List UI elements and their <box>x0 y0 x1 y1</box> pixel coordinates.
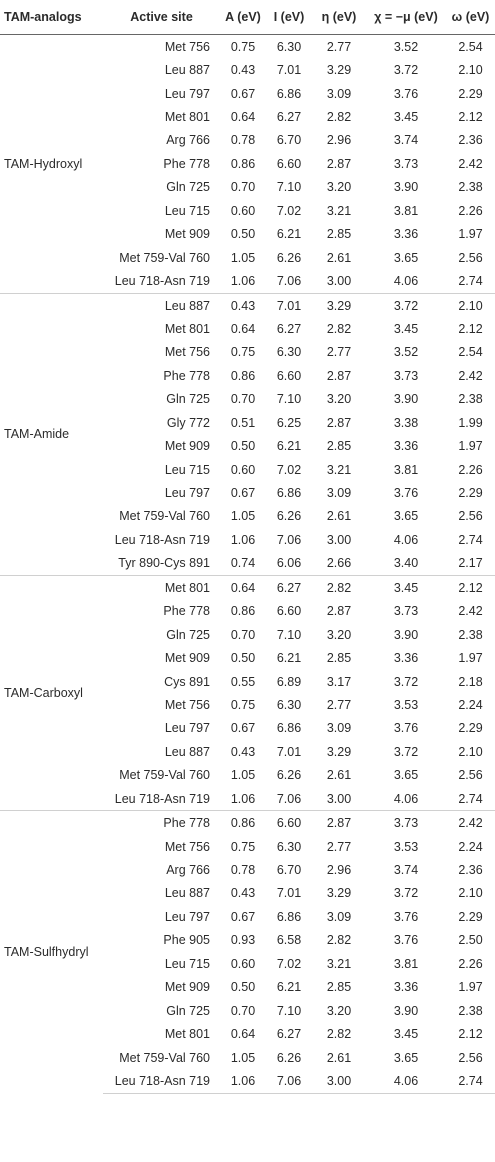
col-header-analogs: TAM-analogs <box>0 0 103 35</box>
chi-cell: 3.36 <box>393 439 419 454</box>
eta-cell: 3.29 <box>326 886 352 901</box>
a-cell: 0.75 <box>230 839 256 854</box>
i-cell: 7.02 <box>276 203 302 218</box>
a-cell: 0.67 <box>230 721 256 736</box>
chi-cell: 3.73 <box>366 811 446 835</box>
active-site-cell: Met 756 <box>164 345 210 360</box>
active-site-cell: Arg 766 <box>166 863 210 878</box>
a-cell: 0.64 <box>230 110 256 125</box>
a-cell: 0.86 <box>230 604 256 619</box>
eta-cell: 3.20 <box>326 1003 352 1018</box>
eta-cell: 3.17 <box>326 674 352 689</box>
eta-cell: 2.87 <box>326 415 352 430</box>
i-cell: 6.21 <box>276 980 302 995</box>
a-cell: 0.67 <box>230 86 256 101</box>
a-cell: 0.50 <box>230 227 256 242</box>
i-cell: 6.30 <box>276 697 302 712</box>
table-row <box>0 576 495 600</box>
omega-cell: 2.38 <box>458 180 483 195</box>
i-cell: 6.60 <box>276 604 302 619</box>
eta-cell: 3.21 <box>326 956 352 971</box>
a-cell: 1.05 <box>230 250 256 265</box>
i-cell: 6.86 <box>276 721 302 736</box>
eta-cell: 2.82 <box>326 933 352 948</box>
chi-cell: 3.90 <box>393 1003 419 1018</box>
active-site-cell: Leu 797 <box>164 486 210 501</box>
omega-cell: 1.97 <box>458 980 483 995</box>
a-cell: 1.05 <box>230 1050 256 1065</box>
chi-cell: 3.90 <box>393 627 419 642</box>
omega-cell: 2.12 <box>458 1027 483 1042</box>
omega-cell: 2.12 <box>446 576 495 600</box>
eta-cell: 2.85 <box>326 980 352 995</box>
i-cell: 6.30 <box>276 345 302 360</box>
chi-cell: 3.36 <box>393 651 419 666</box>
eta-cell: 3.00 <box>326 532 352 547</box>
chi-cell: 3.81 <box>393 956 419 971</box>
active-site-cell: Met 756 <box>164 839 210 854</box>
chi-cell: 3.53 <box>393 697 419 712</box>
chi-cell: 3.76 <box>393 909 419 924</box>
chi-cell: 3.45 <box>393 110 419 125</box>
chi-cell: 3.36 <box>393 980 419 995</box>
chi-cell: 3.74 <box>393 133 419 148</box>
omega-cell: 2.10 <box>458 886 483 901</box>
i-cell: 6.27 <box>276 110 302 125</box>
chi-cell: 3.90 <box>393 180 419 195</box>
col-header-i: I (eV) <box>266 0 312 35</box>
chi-cell: 4.06 <box>393 274 419 289</box>
a-cell: 0.74 <box>230 556 256 571</box>
eta-cell: 2.87 <box>312 811 366 835</box>
i-cell: 7.06 <box>276 274 302 289</box>
a-cell: 0.55 <box>230 674 256 689</box>
active-site-cell: Met 759-Val 760 <box>119 768 210 783</box>
i-cell: 7.01 <box>276 63 302 78</box>
i-cell: 7.10 <box>276 180 302 195</box>
omega-cell: 2.29 <box>458 86 483 101</box>
i-cell: 6.70 <box>276 133 302 148</box>
active-site-cell: Leu 715 <box>164 203 210 218</box>
chi-cell: 3.52 <box>366 35 446 59</box>
omega-cell: 2.29 <box>458 486 483 501</box>
a-cell: 0.75 <box>220 35 266 59</box>
i-cell: 7.01 <box>276 744 302 759</box>
active-site-cell: Met 759-Val 760 <box>119 250 210 265</box>
active-site-cell: Met 801 <box>164 1027 210 1042</box>
a-cell: 0.75 <box>230 697 256 712</box>
a-cell: 1.06 <box>230 791 256 806</box>
omega-cell: 2.50 <box>458 933 483 948</box>
eta-cell: 3.09 <box>326 909 352 924</box>
eta-cell: 2.82 <box>326 1027 352 1042</box>
chi-cell: 3.72 <box>393 674 419 689</box>
eta-cell: 2.96 <box>326 863 352 878</box>
chi-cell: 3.73 <box>393 156 419 171</box>
omega-cell: 2.56 <box>458 509 483 524</box>
active-site-cell: Leu 887 <box>164 886 210 901</box>
i-cell: 7.06 <box>276 532 302 547</box>
omega-cell: 2.56 <box>458 1050 483 1065</box>
eta-cell: 3.29 <box>312 293 366 317</box>
active-site-cell: Cys 891 <box>164 674 210 689</box>
i-cell: 6.60 <box>276 156 302 171</box>
a-cell: 0.67 <box>230 486 256 501</box>
active-site-cell: Met 801 <box>103 576 220 600</box>
omega-cell: 2.26 <box>458 462 483 477</box>
chi-cell: 3.36 <box>393 227 419 242</box>
omega-cell: 2.10 <box>458 63 483 78</box>
active-site-cell: Met 909 <box>164 651 210 666</box>
table-row <box>0 35 495 59</box>
analog-group-label: TAM-Carboxyl <box>0 576 103 811</box>
chi-cell: 3.76 <box>393 486 419 501</box>
eta-cell: 2.87 <box>326 604 352 619</box>
eta-cell: 3.20 <box>326 180 352 195</box>
header-row <box>0 0 495 35</box>
eta-cell: 2.85 <box>326 651 352 666</box>
i-cell: 7.10 <box>276 1003 302 1018</box>
chi-cell: 3.81 <box>393 462 419 477</box>
omega-cell: 2.26 <box>458 203 483 218</box>
a-cell: 0.75 <box>230 345 256 360</box>
i-cell: 7.10 <box>276 627 302 642</box>
chi-cell: 3.72 <box>366 293 446 317</box>
a-cell: 1.06 <box>230 532 256 547</box>
chi-cell: 3.65 <box>393 1050 419 1065</box>
i-cell: 6.27 <box>276 321 302 336</box>
omega-cell: 2.38 <box>458 627 483 642</box>
omega-cell: 2.36 <box>458 863 483 878</box>
i-cell: 6.86 <box>276 486 302 501</box>
a-cell: 0.78 <box>230 863 256 878</box>
eta-cell: 3.09 <box>326 86 352 101</box>
analog-group-label: TAM-Hydroxyl <box>0 35 103 294</box>
omega-cell: 2.42 <box>458 368 483 383</box>
eta-cell: 2.77 <box>312 35 366 59</box>
chi-cell: 3.72 <box>393 744 419 759</box>
eta-cell: 2.66 <box>326 556 352 571</box>
omega-cell: 2.42 <box>446 811 495 835</box>
chi-cell: 4.06 <box>393 532 419 547</box>
chi-cell: 3.52 <box>393 345 419 360</box>
i-cell: 7.02 <box>276 956 302 971</box>
a-cell: 1.06 <box>220 1069 266 1093</box>
a-cell: 0.64 <box>230 1027 256 1042</box>
col-header-omega: ω (eV) <box>446 0 495 35</box>
active-site-cell: Leu 887 <box>103 293 220 317</box>
analog-group-label: TAM-Sulfhydryl <box>0 811 103 1093</box>
eta-cell: 2.61 <box>326 768 352 783</box>
table-row <box>0 293 495 317</box>
active-site-cell: Gln 725 <box>166 1003 210 1018</box>
eta-cell: 2.82 <box>312 576 366 600</box>
chi-cell: 3.53 <box>393 839 419 854</box>
chi-cell: 3.76 <box>393 86 419 101</box>
active-site-cell: Met 801 <box>164 110 210 125</box>
omega-cell: 2.38 <box>458 392 483 407</box>
chi-cell: 4.06 <box>366 1069 446 1093</box>
eta-cell: 2.61 <box>326 250 352 265</box>
omega-cell: 2.74 <box>458 791 483 806</box>
active-site-cell: Leu 715 <box>164 462 210 477</box>
a-cell: 0.78 <box>230 133 256 148</box>
omega-cell: 2.12 <box>458 110 483 125</box>
active-site-cell: Leu 718-Asn 719 <box>114 791 210 806</box>
i-cell: 6.27 <box>276 1027 302 1042</box>
omega-cell: 2.38 <box>458 1003 483 1018</box>
a-cell: 0.50 <box>230 651 256 666</box>
i-cell: 6.21 <box>276 439 302 454</box>
i-cell: 6.60 <box>266 811 312 835</box>
chi-cell: 3.65 <box>393 509 419 524</box>
omega-cell: 2.74 <box>458 532 483 547</box>
a-cell: 0.86 <box>220 811 266 835</box>
eta-cell: 3.29 <box>326 744 352 759</box>
i-cell: 6.27 <box>266 576 312 600</box>
i-cell: 6.70 <box>276 863 302 878</box>
active-site-cell: Phe 778 <box>163 604 210 619</box>
eta-cell: 2.82 <box>326 321 352 336</box>
omega-cell: 2.24 <box>458 839 483 854</box>
omega-cell: 2.56 <box>458 250 483 265</box>
a-cell: 0.43 <box>220 293 266 317</box>
col-header-active-site: Active site <box>103 0 220 35</box>
eta-cell: 3.29 <box>326 63 352 78</box>
active-site-cell: Met 759-Val 760 <box>119 1050 210 1065</box>
a-cell: 0.86 <box>230 156 256 171</box>
omega-cell: 2.74 <box>458 274 483 289</box>
i-cell: 6.26 <box>276 768 302 783</box>
a-cell: 0.70 <box>230 627 256 642</box>
a-cell: 0.60 <box>230 462 256 477</box>
i-cell: 6.89 <box>276 674 302 689</box>
i-cell: 6.86 <box>276 86 302 101</box>
a-cell: 0.70 <box>230 180 256 195</box>
a-cell: 0.51 <box>230 415 256 430</box>
eta-cell: 2.77 <box>326 345 352 360</box>
omega-cell: 2.18 <box>458 674 483 689</box>
chi-cell: 3.74 <box>393 863 419 878</box>
omega-cell: 2.24 <box>458 697 483 712</box>
analog-group-label: TAM-Amide <box>0 293 103 575</box>
eta-cell: 2.85 <box>326 227 352 242</box>
a-cell: 1.06 <box>230 274 256 289</box>
chi-cell: 3.45 <box>393 321 419 336</box>
a-cell: 0.43 <box>230 744 256 759</box>
chi-cell: 3.38 <box>393 415 419 430</box>
active-site-cell: Leu 718-Asn 719 <box>114 532 210 547</box>
omega-cell: 2.54 <box>446 35 495 59</box>
a-cell: 0.50 <box>230 439 256 454</box>
a-cell: 0.50 <box>230 980 256 995</box>
chi-cell: 3.45 <box>393 1027 419 1042</box>
a-cell: 0.70 <box>230 392 256 407</box>
active-site-cell: Gln 725 <box>166 392 210 407</box>
a-cell: 0.70 <box>230 1003 256 1018</box>
active-site-cell: Leu 797 <box>164 721 210 736</box>
eta-cell: 2.87 <box>326 368 352 383</box>
chi-cell: 3.81 <box>393 203 419 218</box>
omega-cell: 2.29 <box>458 721 483 736</box>
i-cell: 6.26 <box>276 250 302 265</box>
eta-cell: 2.61 <box>326 509 352 524</box>
omega-cell: 1.97 <box>458 439 483 454</box>
omega-cell: 2.54 <box>458 345 483 360</box>
active-site-cell: Phe 778 <box>163 156 210 171</box>
eta-cell: 3.20 <box>326 627 352 642</box>
active-site-cell: Met 756 <box>164 697 210 712</box>
omega-cell: 2.17 <box>458 556 483 571</box>
omega-cell: 2.26 <box>458 956 483 971</box>
omega-cell: 2.42 <box>458 604 483 619</box>
active-site-cell: Leu 718-Asn 719 <box>103 1069 220 1093</box>
a-cell: 0.60 <box>230 956 256 971</box>
active-site-cell: Met 801 <box>164 321 210 336</box>
chi-cell: 3.76 <box>393 933 419 948</box>
i-cell: 6.25 <box>276 415 302 430</box>
i-cell: 7.02 <box>276 462 302 477</box>
eta-cell: 3.20 <box>326 392 352 407</box>
eta-cell: 3.21 <box>326 203 352 218</box>
a-cell: 0.43 <box>230 63 256 78</box>
eta-cell: 3.09 <box>326 721 352 736</box>
i-cell: 7.01 <box>276 886 302 901</box>
chi-cell: 3.73 <box>393 368 419 383</box>
a-cell: 0.86 <box>230 368 256 383</box>
active-site-cell: Arg 766 <box>166 133 210 148</box>
chi-cell: 4.06 <box>393 791 419 806</box>
chi-cell: 3.73 <box>393 604 419 619</box>
active-site-cell: Met 759-Val 760 <box>119 509 210 524</box>
i-cell: 6.26 <box>276 509 302 524</box>
eta-cell: 2.96 <box>326 133 352 148</box>
omega-cell: 1.97 <box>458 227 483 242</box>
i-cell: 6.86 <box>276 909 302 924</box>
i-cell: 6.26 <box>276 1050 302 1065</box>
active-site-cell: Tyr 890-Cys 891 <box>118 556 210 571</box>
a-cell: 0.43 <box>230 886 256 901</box>
eta-cell: 3.09 <box>326 486 352 501</box>
eta-cell: 3.00 <box>326 791 352 806</box>
omega-cell: 2.74 <box>446 1069 495 1093</box>
active-site-cell: Leu 718-Asn 719 <box>114 274 210 289</box>
chi-cell: 3.65 <box>393 768 419 783</box>
omega-cell: 2.10 <box>446 293 495 317</box>
chi-cell: 3.45 <box>366 576 446 600</box>
i-cell: 6.60 <box>276 368 302 383</box>
active-site-cell: Met 909 <box>164 439 210 454</box>
active-site-cell: Gln 725 <box>166 627 210 642</box>
chi-cell: 3.65 <box>393 250 419 265</box>
omega-cell: 2.12 <box>458 321 483 336</box>
active-site-cell: Met 909 <box>164 227 210 242</box>
chi-cell: 3.40 <box>393 556 419 571</box>
eta-cell: 3.21 <box>326 462 352 477</box>
omega-cell: 1.97 <box>458 651 483 666</box>
a-cell: 0.67 <box>230 909 256 924</box>
col-header-a: A (eV) <box>220 0 266 35</box>
active-site-cell: Leu 797 <box>164 909 210 924</box>
col-header-eta: η (eV) <box>312 0 366 35</box>
eta-cell: 3.00 <box>312 1069 366 1093</box>
i-cell: 7.10 <box>276 392 302 407</box>
i-cell: 6.06 <box>276 556 302 571</box>
i-cell: 6.30 <box>276 839 302 854</box>
chi-cell: 3.72 <box>393 63 419 78</box>
eta-cell: 2.82 <box>326 110 352 125</box>
omega-cell: 1.99 <box>458 415 483 430</box>
eta-cell: 2.85 <box>326 439 352 454</box>
table-row <box>0 811 495 835</box>
i-cell: 7.06 <box>276 791 302 806</box>
active-site-cell: Met 756 <box>103 35 220 59</box>
active-site-cell: Leu 715 <box>164 956 210 971</box>
a-cell: 1.05 <box>230 509 256 524</box>
omega-cell: 2.56 <box>458 768 483 783</box>
i-cell: 7.06 <box>266 1069 312 1093</box>
active-site-cell: Phe 778 <box>103 811 220 835</box>
active-site-cell: Gln 725 <box>166 180 210 195</box>
i-cell: 6.58 <box>276 933 302 948</box>
active-site-cell: Phe 905 <box>163 933 210 948</box>
a-cell: 0.64 <box>230 321 256 336</box>
active-site-cell: Leu 887 <box>164 63 210 78</box>
omega-cell: 2.42 <box>458 156 483 171</box>
active-site-cell: Phe 778 <box>163 368 210 383</box>
active-site-cell: Leu 797 <box>164 86 210 101</box>
chi-cell: 3.90 <box>393 392 419 407</box>
chi-cell: 3.76 <box>393 721 419 736</box>
eta-cell: 2.77 <box>326 697 352 712</box>
eta-cell: 3.00 <box>326 274 352 289</box>
active-site-cell: Met 909 <box>164 980 210 995</box>
omega-cell: 2.36 <box>458 133 483 148</box>
col-header-chi: χ = −μ (eV) <box>366 0 446 35</box>
omega-cell: 2.10 <box>458 744 483 759</box>
active-site-cell: Gly 772 <box>166 415 210 430</box>
a-cell: 0.64 <box>220 576 266 600</box>
a-cell: 0.60 <box>230 203 256 218</box>
table-header <box>0 0 495 35</box>
table-body <box>0 35 495 1094</box>
omega-cell: 2.29 <box>458 909 483 924</box>
a-cell: 0.93 <box>230 933 256 948</box>
active-site-cell: Leu 887 <box>164 744 210 759</box>
i-cell: 7.01 <box>266 293 312 317</box>
eta-cell: 2.61 <box>326 1050 352 1065</box>
i-cell: 6.21 <box>276 651 302 666</box>
chi-cell: 3.72 <box>393 886 419 901</box>
a-cell: 1.05 <box>230 768 256 783</box>
eta-cell: 2.87 <box>326 156 352 171</box>
eta-cell: 2.77 <box>326 839 352 854</box>
i-cell: 6.30 <box>266 35 312 59</box>
i-cell: 6.21 <box>276 227 302 242</box>
